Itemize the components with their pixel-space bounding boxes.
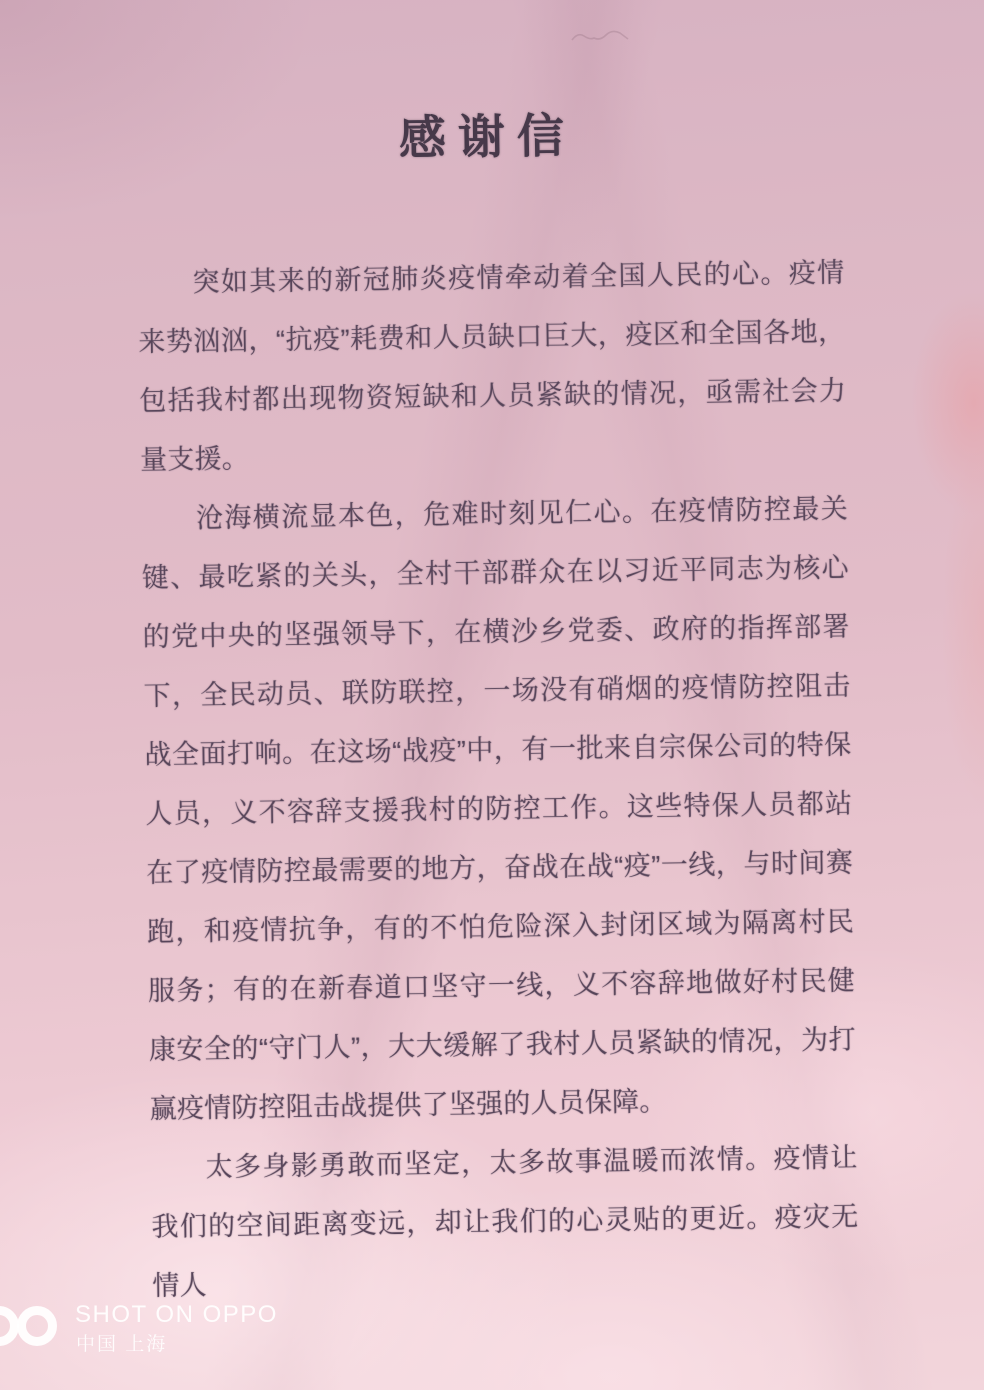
letter-body [137,244,860,1316]
letter-content [126,95,866,1317]
letter-paragraph-1: 突如其来的新冠肺炎疫情牵动着全国人民的心。疫情来势汹汹，“抗疫”耗费和人员缺口巨大，疫区和全国各地，包括我村都出现物资短缺和人员紧缺的情况，亟需社会力量支援。 [138,257,847,476]
camera-watermark [0,1293,350,1363]
letter-paragraph-2: 沧海横流显本色，危难时刻见仁心。在疫情防控最关键、最吃紧的关头，全村干部群众在以习近平同志为核心的党中央的坚强领导下，在横沙乡党委、政府的指挥部署下，全民动员、联防联控，一场没有硝烟的疫情防控阻击战全面打响。在这场“战疫”中，有一批来自宗保公司的特保人员，义不容辞支援我村的防控工作。这些特保人员都站在了疫情防控最需要的地方，奋战在战“疫”一线，与时间赛跑，和疫情抗争，有的不怕危险深入封闭区域为隔离村民服务；有的在新春道口坚守一线，义不容辞地做好村民健康安全的“守门人”，大大缓解了我村人员紧缺的情况，为打赢疫情防控阻击战提供了坚强的人员保障。 [141,493,857,1125]
watermark-location: 中国 上海 [76,1334,168,1355]
oppo-logo-ring-right [17,1306,57,1346]
letter-title: 感谢信 [398,108,577,165]
pen-scribble-mark [570,26,630,48]
letter-paragraph-3: 太多身影勇敢而坚定，太多故事温暖而浓情。疫情让我们的空间距离变远，却让我们的心灵贴的更近。疫灾无情人 [151,1142,859,1302]
watermark-shot-on-oppo: SHOT ON OPPO [75,1301,278,1328]
